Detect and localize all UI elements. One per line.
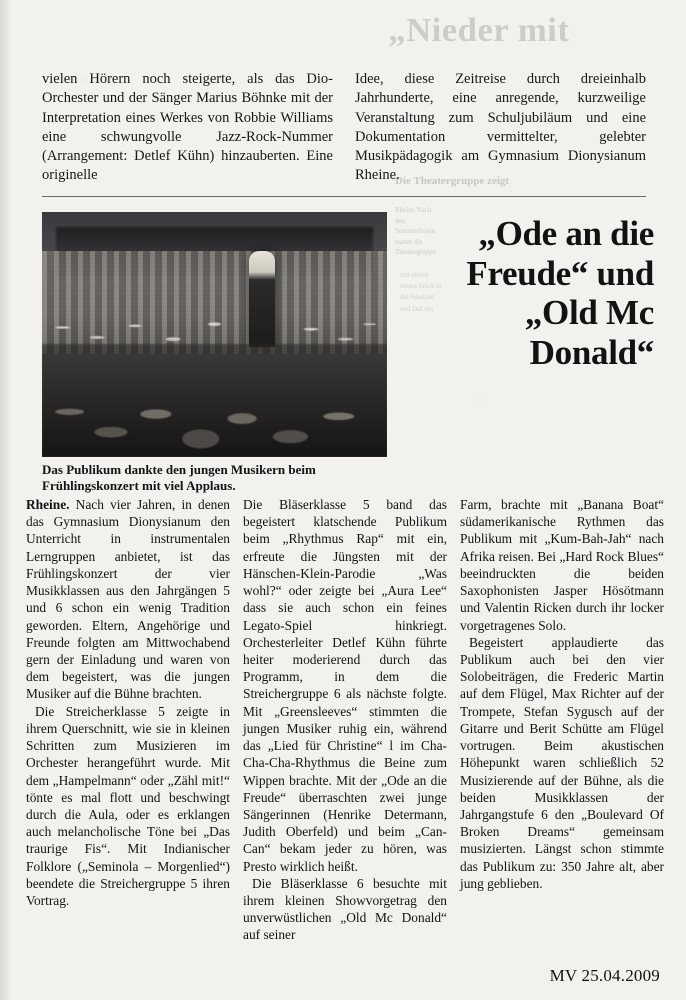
bleedthrough-subline: Die Theatergruppe zeigt — [395, 175, 510, 187]
source-stamp: MV 25.04.2009 — [549, 966, 660, 985]
bleedthrough-block-a: Rheine Nach den Sommerferien startet die Theatergruppe — [395, 206, 436, 256]
photo-grain-overlay — [42, 212, 387, 457]
body-paragraph: Die Bläserklasse 5 band das begeistert klatschende Publikum beim „Rhythmus Rap“ mit ein, erfreute die Jüngsten mit der Hänschen-Klein-Parodie „Was wohl?“ oder zeigte bei „Aura Lee“ dass sie auch schon ein feines Legato-Spiel hinkriegt. Orchesterleiter Detlef Kühn führte heiter moderierend durch das Programm, in dem die Streichergruppe 6 als nächste folgte. Mit „Greensleeves“ stimmten die jungen Musiker ruhig ein, während das „Lied für Christine“ l im Cha-Cha-Cha-Rhythmus die Beine zum Wippen brachte. Mit der „Ode an die Freude“ überraschten zwei junge Sängerinnen (Henrike Determann, Judith Oberfeld) und beim „Can-Can“ bekam jeder zu hören, was Presto wirklich heißt. — [243, 497, 447, 874]
intro-column-right: Idee, diese Zeitreise durch dreieinhalb Jahrhunderte, eine anregende, kurzweilige Veranstaltung zum Schuljubiläum und eine Dokumentation vermittelter, gelebter Musikpädagogik am Gymnasium Dionysianum Rheine. — [355, 71, 646, 184]
body-paragraph: Farm, brachte mit „Banana Boat“ südamerikanische Rythmen das Publikum mit „Kum-Bah-Jah“ nach Afrika reisen. Bei „Hard Rock Blues“ beeindruckten die beiden Saxophonisten Jasper Hösötmann und Valentin Ricken durch ihr locker vorgetragenes Solo. — [460, 497, 664, 633]
body-paragraph: Begeistert applaudierte das Publikum auch bei den vier Solobeiträgen, die Frederic Martin auf dem Flügel, Max Richter auf der Trompete, Stefan Sygusch auf der Gitarre und Berit Schütte am Flügel vortrugen. Beim akustischen Höhepunkt waren schließlich 52 Musizierende auf der Bühne, als die beiden Musikklassen der Jahrgangstufe 6 den „Boulevard Of Broken Dreams“ gemeinsam musizierten. Längst schon stimmte das Publikum zu: 350 Jahre alt, aber jung geblieben. — [460, 634, 664, 891]
photo-caption: Das Publikum dankte den jungen Musikern beim Frühlingskonzert mit viel Applaus. — [42, 462, 316, 494]
article-body — [26, 496, 666, 944]
page-spine-shadow — [0, 0, 12, 1000]
body-paragraph: Die Streicherklasse 5 zeigte in ihrem Querschnitt, wie sie in kleinen Schritten zum Musizieren im Orchester herangeführt wurde. Mit dem „Hampelmann“ oder „Zähl mit!“ tönte es mal flott und beschwingt durch die Aula, oder es erklangen auch melancholische Töne bei „Das traurige Fis“. Mit Indianischer Folklore („Seminola – Morgenlied“) beendete die Streichergruppe 5 ihren Vortrag. — [26, 703, 230, 909]
body-column-3 — [460, 496, 664, 944]
dateline: Rheine. — [26, 497, 70, 512]
article-headline: „Ode an die Freude“ und „Old Mc Donald“ — [466, 214, 654, 372]
bleedthrough-headline: „Nieder mit — [388, 12, 570, 49]
intro-column-left: vielen Hörern noch steigerte, als das Dio-Orchester und der Sänger Marius Böhnke mit der Interpretation eines Werkes von Robbie Williams eine schwungvolle Jazz-Rock-Nummer (Arrangement: Detlef Kühn) hinzauberten. Eine originelle — [42, 71, 333, 184]
intro-columns — [42, 70, 646, 186]
body-column-1 — [26, 496, 230, 944]
body-paragraph — [26, 496, 230, 703]
body-column-2 — [243, 496, 447, 944]
body-text: Nach vier Jahren, in denen das Gymnasium Dionysianum den Unterricht in instrumentalen Lerngruppen anbietet, ist das Frühlingskonzert der vier Musikklassen aus den Jahrgängen 5 und 6 schon ein wenig Tradition geworden. Eltern, Angehörige und Freunde folgten am Mittwochabend gern der Einladung und waren von dem begeistert, was die jungen Musiker auf die Bühne brachten. — [26, 497, 230, 702]
body-paragraph: Die Bläserklasse 6 besuchte mit ihrem kleinen Showvorgetrag den unverwüstlichen „Old Mc Donald“ auf seiner — [243, 875, 447, 943]
bleedthrough-block-b: mit einem neuen Stück in die Spielzeit und lädt ein — [400, 271, 442, 313]
concert-photo — [42, 212, 387, 457]
horizontal-divider — [42, 196, 646, 197]
